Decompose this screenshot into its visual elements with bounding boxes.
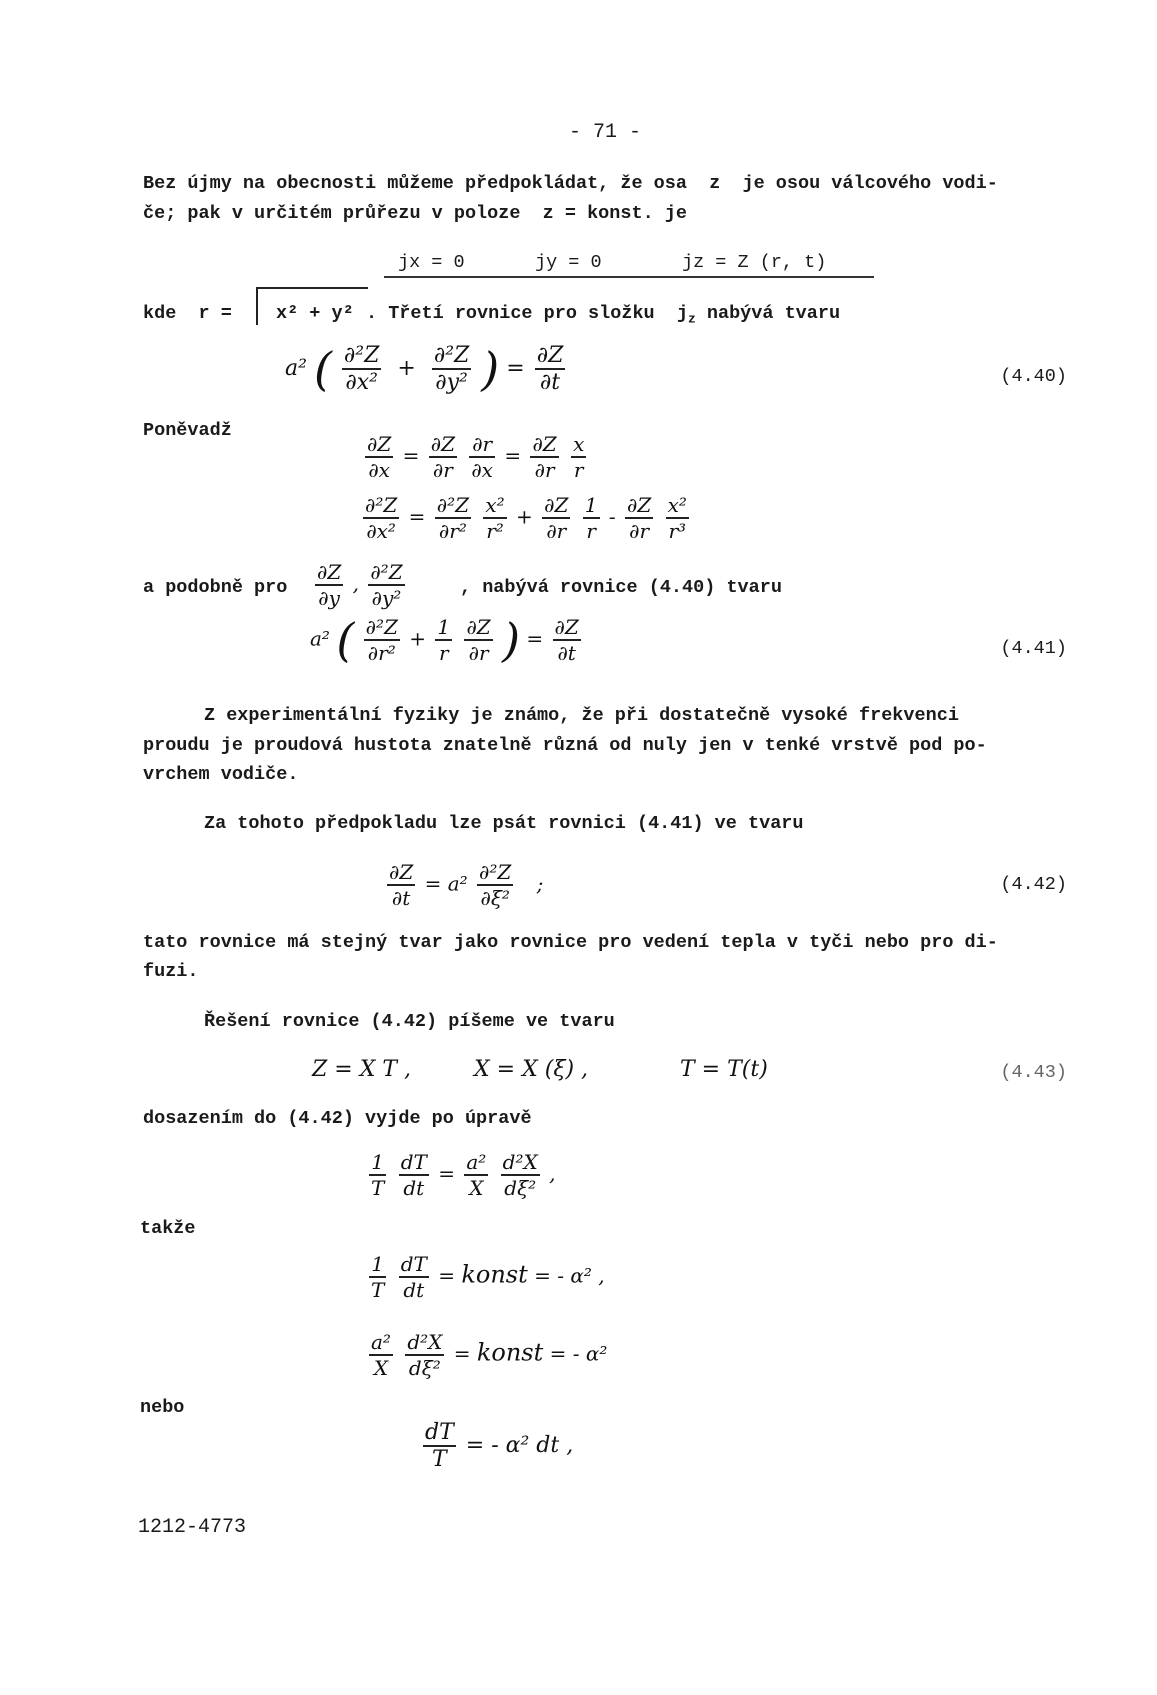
k2-konst: konst bbox=[476, 1338, 544, 1367]
sd-n5: 1 bbox=[584, 493, 598, 517]
components-underline bbox=[384, 276, 874, 278]
eq440-d2: ∂y² bbox=[432, 368, 471, 395]
k1-konst: konst bbox=[461, 1260, 528, 1289]
eq440-lparen: ( bbox=[313, 342, 332, 396]
eq440-frac-3 bbox=[535, 343, 566, 395]
sd-frac-7 bbox=[666, 493, 689, 543]
sd-d7: r³ bbox=[666, 517, 689, 543]
eq440-n2: ∂²Z bbox=[433, 343, 470, 368]
eq441-n4: ∂Z bbox=[554, 615, 579, 639]
sd-frac-3 bbox=[483, 493, 506, 543]
podobne-prefix: a podobně pro bbox=[143, 577, 288, 598]
eq441-coef: a² bbox=[310, 626, 330, 651]
k1-d2: dt bbox=[399, 1276, 429, 1302]
jz-component: jz = Z (r, t) bbox=[682, 252, 827, 273]
sd-frac-1 bbox=[363, 493, 399, 543]
k2-d2: dξ² bbox=[405, 1354, 444, 1380]
takze-label: takže bbox=[140, 1218, 196, 1239]
fd-n1: ∂Z bbox=[367, 432, 392, 456]
fd-n4: ∂Z bbox=[532, 432, 557, 456]
paragraph-1-line-2: če; pak v určitém průřezu v poloze z = konst. je bbox=[143, 203, 687, 224]
podobne-d2: ∂y² bbox=[368, 584, 404, 610]
sd-n7: x² bbox=[667, 493, 687, 517]
eq440-frac-2 bbox=[432, 343, 471, 395]
podobne-n2: ∂²Z bbox=[370, 560, 403, 584]
sep-frac-2 bbox=[399, 1150, 429, 1200]
nebo-label: nebo bbox=[140, 1397, 185, 1418]
sep-n2: dT bbox=[400, 1150, 427, 1174]
k1-n1: 1 bbox=[371, 1252, 385, 1276]
sep-n1: 1 bbox=[371, 1150, 385, 1174]
paragraph-4-line-2: fuzi. bbox=[143, 961, 199, 982]
sd-n3: x² bbox=[485, 493, 505, 517]
equation-4-42 bbox=[384, 860, 543, 910]
eq440-coef: a² bbox=[285, 356, 307, 381]
k1-frac-1 bbox=[369, 1252, 386, 1302]
equation-first-derivative bbox=[362, 432, 589, 482]
sd-eq: = bbox=[408, 504, 426, 529]
sd-d1: ∂x² bbox=[363, 517, 399, 543]
sd-frac-4 bbox=[542, 493, 570, 543]
eq-label-4-41: (4.41) bbox=[1000, 638, 1067, 659]
fin-frac-1 bbox=[423, 1420, 456, 1472]
paragraph-3: Za tohoto předpokladu lze psát rovnici (4.41) ve tvaru bbox=[204, 813, 804, 834]
fd-n2: ∂Z bbox=[430, 432, 455, 456]
sd-d6: ∂r bbox=[625, 517, 653, 543]
eq442-d1: ∂t bbox=[387, 884, 415, 910]
eq441-d3: ∂r bbox=[464, 639, 492, 665]
sd-plus: + bbox=[516, 504, 533, 529]
k2-n2: d²X bbox=[407, 1330, 443, 1354]
sep-d1: T bbox=[371, 1176, 385, 1200]
equation-final bbox=[420, 1420, 573, 1472]
podobne-comma: , bbox=[352, 571, 359, 596]
podobne-d1: ∂y bbox=[315, 584, 343, 610]
ponevadz-label: Poněvadž bbox=[143, 420, 232, 441]
eq441-d2: r bbox=[435, 639, 452, 665]
fin-n1: dT bbox=[425, 1420, 454, 1445]
sd-frac-6 bbox=[625, 493, 653, 543]
fin-rhs: = - α² dt , bbox=[465, 1433, 574, 1458]
fin-d1: T bbox=[423, 1445, 456, 1472]
eq441-frac-3 bbox=[464, 615, 492, 665]
eq440-d1: ∂x² bbox=[342, 368, 381, 395]
eq443-part-1: Z = X T , bbox=[312, 1057, 412, 1082]
fd-frac-5 bbox=[571, 432, 586, 482]
eq442-d2: ∂ξ² bbox=[477, 884, 513, 910]
sd-n1: ∂²Z bbox=[365, 493, 398, 517]
eq441-d1: ∂r² bbox=[364, 639, 400, 665]
paragraph-4-line-1: tato rovnice má stejný tvar jako rovnice pro vedení tepla v tyči nebo pro di- bbox=[143, 932, 998, 953]
sep-frac-3 bbox=[464, 1150, 488, 1200]
paragraph-2-line-2: proudu je proudová hustota znatelně různá od nuly jen v tenké vrstvě pod po- bbox=[143, 735, 987, 756]
equation-4-41 bbox=[310, 613, 584, 667]
eq442-coef: a² bbox=[447, 871, 468, 896]
kde-end: nabývá tvaru bbox=[695, 303, 841, 324]
fd-n5: x bbox=[573, 432, 585, 456]
sd-d3: r² bbox=[483, 517, 506, 543]
eq441-n3: ∂Z bbox=[466, 615, 491, 639]
equation-separation bbox=[366, 1150, 555, 1200]
podobne-frac-1 bbox=[315, 560, 343, 610]
sep-d4: dξ² bbox=[501, 1174, 540, 1200]
fd-d3: ∂x bbox=[471, 458, 493, 482]
eq441-frac-4 bbox=[553, 615, 581, 665]
k1-n2: dT bbox=[400, 1252, 427, 1276]
eq442-equals: = bbox=[424, 871, 442, 896]
sd-minus: - bbox=[608, 504, 622, 529]
sd-d5: r bbox=[583, 517, 600, 543]
paragraph-6: dosazením do (4.42) vyjde po úpravě bbox=[143, 1108, 532, 1129]
eq443-part-2: X = X (ξ) , bbox=[474, 1057, 589, 1082]
paragraph-2-line-1: Z experimentální fyziky je známo, že při dostatečně vysoké frekvenci bbox=[204, 705, 959, 726]
sep-d3: X bbox=[464, 1174, 488, 1200]
podobne-frac-2 bbox=[368, 560, 404, 610]
sd-n2: ∂²Z bbox=[436, 493, 470, 517]
eq440-n1: ∂²Z bbox=[343, 343, 380, 368]
k2-d1: X bbox=[369, 1354, 393, 1380]
eq443-part-3: T = T(t) bbox=[680, 1057, 768, 1082]
page-number: - 71 - bbox=[569, 121, 642, 144]
k1-rhs: = - α² , bbox=[534, 1263, 605, 1288]
sep-n4: d²X bbox=[502, 1150, 538, 1174]
fd-eq-1: = bbox=[402, 443, 420, 468]
sd-d2: ∂r² bbox=[435, 517, 471, 543]
eq441-lparen: ( bbox=[336, 613, 355, 667]
k1-d1: T bbox=[371, 1278, 385, 1302]
sd-n6: ∂Z bbox=[626, 493, 652, 517]
eq441-d4: ∂t bbox=[553, 639, 581, 665]
eq-label-4-40: (4.40) bbox=[1000, 366, 1067, 387]
fd-n3: ∂r bbox=[472, 432, 493, 456]
footer-code: 1212-4773 bbox=[138, 1516, 247, 1539]
kde-subscript: z bbox=[687, 311, 696, 327]
eq442-n1: ∂Z bbox=[389, 860, 414, 884]
kde-radicand: x² + y² bbox=[276, 303, 354, 324]
fd-d5: r bbox=[571, 456, 586, 482]
eq442-n2: ∂²Z bbox=[479, 860, 512, 884]
k2-n1: a² bbox=[371, 1330, 391, 1354]
eq441-frac-2 bbox=[435, 615, 452, 665]
sd-frac-2 bbox=[435, 493, 471, 543]
eq442-semicolon: ; bbox=[536, 871, 544, 896]
eq441-rparen: ) bbox=[502, 613, 521, 667]
sd-n4: ∂Z bbox=[544, 493, 569, 517]
eq440-n3: ∂Z bbox=[536, 343, 564, 368]
equation-konst-1 bbox=[366, 1252, 605, 1302]
eq442-frac-1 bbox=[387, 860, 415, 910]
jy-component: jy = 0 bbox=[535, 252, 602, 273]
k1-equals: = bbox=[438, 1263, 455, 1288]
eq-label-4-43: (4.43) bbox=[1000, 1062, 1067, 1083]
k2-rhs: = - α² bbox=[549, 1341, 608, 1366]
sep-n3: a² bbox=[466, 1150, 487, 1174]
k1-frac-2 bbox=[399, 1252, 429, 1302]
k2-equals: = bbox=[453, 1341, 471, 1366]
equation-4-40 bbox=[285, 342, 568, 396]
eq441-equals: = bbox=[526, 626, 544, 651]
eq442-frac-2 bbox=[477, 860, 513, 910]
jx-component: jx = 0 bbox=[398, 252, 465, 273]
fd-d2: ∂r bbox=[429, 456, 457, 482]
fd-frac-4 bbox=[530, 432, 558, 482]
sep-comma: , bbox=[549, 1161, 556, 1186]
kde-prefix: kde r = bbox=[143, 303, 232, 324]
podobne-fractions bbox=[312, 560, 408, 610]
eq440-d3: ∂t bbox=[535, 368, 566, 395]
eq441-n1: ∂²Z bbox=[365, 615, 398, 639]
podobne-suffix: , nabývá rovnice (4.40) tvaru bbox=[460, 577, 782, 598]
k2-frac-2 bbox=[405, 1330, 444, 1380]
fd-frac-1 bbox=[365, 432, 393, 482]
equation-second-derivative bbox=[360, 493, 692, 543]
paragraph-5: Řešení rovnice (4.42) píšeme ve tvaru bbox=[204, 1011, 615, 1032]
eq441-frac-1 bbox=[364, 615, 400, 665]
fd-d1: ∂x bbox=[365, 456, 393, 482]
sd-d4: ∂r bbox=[542, 517, 570, 543]
fd-d4: ∂r bbox=[530, 456, 558, 482]
k2-frac-1 bbox=[369, 1330, 393, 1380]
podobne-n1: ∂Z bbox=[317, 560, 342, 584]
eq440-equals: = bbox=[506, 356, 525, 381]
fd-frac-3 bbox=[469, 432, 495, 482]
sd-frac-5 bbox=[583, 493, 600, 543]
eq440-rparen: ) bbox=[481, 342, 500, 396]
sep-frac-1 bbox=[369, 1150, 386, 1200]
sep-equals: = bbox=[438, 1161, 455, 1186]
fd-frac-2 bbox=[429, 432, 457, 482]
fd-eq-2: = bbox=[504, 443, 522, 468]
sep-d2: dt bbox=[399, 1174, 429, 1200]
eq-label-4-42: (4.42) bbox=[1000, 874, 1067, 895]
eq441-n2: 1 bbox=[437, 615, 451, 639]
kde-suffix-text: . Třetí rovnice pro složku j bbox=[366, 303, 688, 324]
paragraph-1-line-1: Bez újmy na obecnosti můžeme předpokládat, že osa z je osou válcového vodi- bbox=[143, 173, 998, 194]
kde-suffix bbox=[366, 303, 840, 327]
sep-frac-4 bbox=[501, 1150, 540, 1200]
paragraph-2-line-3: vrchem vodiče. bbox=[143, 764, 299, 785]
equation-konst-2 bbox=[366, 1330, 607, 1380]
eq440-plus: + bbox=[397, 356, 416, 381]
eq441-plus: + bbox=[409, 626, 427, 651]
eq440-frac-1 bbox=[342, 343, 381, 395]
